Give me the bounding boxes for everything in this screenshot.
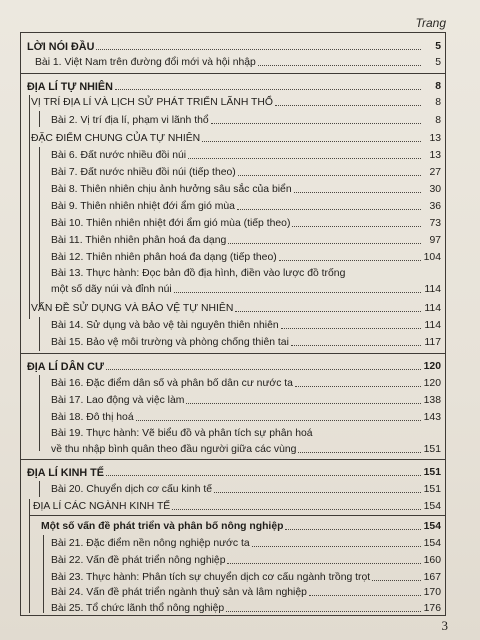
toc-entry-lesson-17[interactable]	[21, 391, 445, 407]
page-column-label: Trang	[415, 16, 446, 30]
toc-entry-title: Bài 13. Thực hành: Đọc bản đồ địa hình, điền vào lược đồ trống	[51, 268, 346, 279]
toc-part-economy[interactable]	[21, 463, 445, 479]
leader-dots	[226, 611, 421, 612]
leader-dots	[106, 369, 421, 370]
leader-dots	[258, 65, 421, 66]
toc-entry-title: Một số vấn đề phát triển và phân bố nông nghiệp	[41, 521, 284, 532]
table-of-contents	[20, 32, 446, 616]
toc-entry-page: 138	[423, 395, 441, 406]
leader-dots	[227, 563, 421, 564]
leader-dots	[291, 345, 421, 346]
toc-entry-title: Bài 8. Thiên nhiên chịu ảnh hưởng sâu sắc của biển	[51, 184, 292, 195]
leader-dots	[172, 509, 421, 510]
toc-entry-page: 13	[429, 133, 441, 144]
toc-entry-preface[interactable]	[21, 37, 445, 53]
leader-dots	[294, 192, 421, 193]
leader-dots	[235, 311, 421, 312]
toc-entry-title: Bài 19. Thực hành: Vẽ biểu đồ và phân tích sự phân hoá	[51, 428, 313, 439]
toc-entry-title: Bài 15. Bảo vệ môi trường và phòng chống thiên tai	[51, 337, 289, 348]
toc-topic-agriculture[interactable]	[21, 517, 445, 533]
toc-entry-page: 73	[429, 218, 441, 229]
toc-entry-lesson-13[interactable]	[21, 264, 445, 280]
section-divider	[21, 459, 445, 460]
toc-chapter-industries[interactable]	[21, 497, 445, 513]
subsection-divider	[29, 515, 445, 516]
leader-dots	[285, 529, 421, 530]
toc-entry-title: ĐỊA LÍ TỰ NHIÊN	[27, 81, 113, 93]
toc-entry-page: 30	[429, 184, 441, 195]
toc-entry-title: Bài 10. Thiên nhiên nhiệt đới ẩm gió mùa (tiếp theo)	[51, 218, 291, 229]
toc-entry-title: Bài 20. Chuyển dịch cơ cấu kinh tế	[51, 484, 213, 495]
leader-dots	[275, 105, 421, 106]
toc-chapter-location[interactable]	[21, 93, 445, 109]
leader-dots	[106, 475, 421, 476]
toc-entry-lesson-6[interactable]	[21, 146, 445, 162]
toc-entry-title: Bài 11. Thiên nhiên phân hoá đa dạng	[51, 235, 227, 246]
toc-entry-page: 13	[429, 150, 441, 161]
leader-dots	[228, 243, 421, 244]
leader-dots	[96, 49, 421, 50]
toc-entry-title: Bài 1. Việt Nam trên đường đổi mới và hội nhập	[35, 57, 256, 68]
toc-entry-title: về thu nhập bình quân theo đầu người giữa các vùng	[51, 444, 297, 455]
toc-entry-title: ĐỊA LÍ CÁC NGÀNH KINH TẾ	[33, 501, 171, 512]
toc-entry-page: 170	[423, 587, 441, 598]
toc-part-physical-geography[interactable]	[21, 77, 445, 93]
toc-entry-title: Bài 21. Đặc điểm nền nông nghiệp nước ta	[51, 538, 250, 549]
toc-entry-page: 167	[423, 572, 441, 583]
toc-entry-lesson-20[interactable]	[21, 480, 445, 496]
toc-entry-page: 27	[429, 167, 441, 178]
toc-entry-title: ĐỊA LÍ DÂN CƯ	[27, 361, 104, 373]
toc-entry-page: 5	[435, 41, 441, 52]
toc-entry-lesson-24[interactable]	[21, 583, 445, 599]
leader-dots	[174, 292, 421, 293]
toc-entry-lesson-15[interactable]	[21, 333, 445, 349]
leader-dots	[188, 158, 421, 159]
toc-entry-page: 8	[435, 97, 441, 108]
toc-entry-title: Bài 14. Sử dụng và bảo vệ tài nguyên thiên nhiên	[51, 320, 279, 331]
toc-entry-title: Bài 7. Đất nước nhiều đồi núi (tiếp theo)	[51, 167, 236, 178]
leader-dots	[309, 595, 421, 596]
leader-dots	[214, 492, 421, 493]
toc-entry-lesson-9[interactable]	[21, 197, 445, 213]
page-number: 3	[441, 618, 448, 633]
toc-entry-title: ĐẶC ĐIỂM CHUNG CỦA TỰ NHIÊN	[31, 133, 201, 144]
leader-dots	[202, 141, 421, 142]
toc-entry-page: 97	[429, 235, 441, 246]
toc-entry-lesson-12[interactable]	[21, 248, 445, 264]
toc-entry-title: Bài 17. Lao động và việc làm	[51, 395, 185, 406]
toc-chapter-protection[interactable]	[21, 299, 445, 315]
toc-entry-page: 120	[423, 361, 441, 372]
toc-entry-title: Bài 23. Thực hành: Phân tích sự chuyển dịch cơ cấu ngành trồng trọt	[51, 572, 371, 583]
toc-entry-title: Bài 6. Đất nước nhiều đồi núi	[51, 150, 187, 161]
section-divider	[21, 353, 445, 354]
leader-dots	[115, 89, 421, 90]
leader-dots	[211, 123, 421, 124]
toc-entry-lesson-19-cont[interactable]	[21, 440, 445, 456]
toc-entry-lesson-13-cont[interactable]	[21, 280, 445, 296]
toc-entry-title: Bài 16. Đặc điểm dân số và phân bố dân cư nước ta	[51, 378, 293, 389]
toc-entry-page: 114	[424, 303, 441, 314]
toc-entry-title: Bài 24. Vấn đề phát triển ngành thuỷ sản và lâm nghiệp	[51, 587, 307, 598]
toc-entry-title: VỊ TRÍ ĐỊA LÍ VÀ LỊCH SỬ PHÁT TRIỂN LÃNH THỔ	[31, 97, 273, 108]
toc-entry-lesson-18[interactable]	[21, 408, 445, 424]
toc-entry-page: 104	[423, 252, 441, 263]
toc-entry-page: 143	[423, 412, 441, 423]
leader-dots	[298, 452, 421, 453]
toc-entry-page: 154	[423, 501, 441, 512]
leader-dots	[186, 403, 421, 404]
toc-chapter-natural-features[interactable]	[21, 129, 445, 145]
leader-dots	[237, 209, 421, 210]
toc-entry-lesson-19[interactable]	[21, 424, 445, 440]
toc-entry-page: 8	[435, 115, 441, 126]
toc-entry-page: 8	[435, 81, 441, 92]
toc-entry-lesson-1[interactable]	[21, 53, 445, 69]
toc-entry-page: 120	[423, 378, 441, 389]
toc-entry-lesson-21[interactable]	[21, 534, 445, 550]
toc-entry-page: 36	[429, 201, 441, 212]
leader-dots	[292, 226, 421, 227]
toc-entry-page: 5	[435, 57, 441, 68]
toc-entry-title: VẤN ĐỀ SỬ DỤNG VÀ BẢO VỆ TỰ NHIÊN	[31, 303, 234, 314]
toc-entry-lesson-22[interactable]	[21, 551, 445, 567]
leader-dots	[372, 580, 421, 581]
toc-entry-page: 114	[424, 320, 441, 331]
toc-entry-title: một số dãy núi và đỉnh núi	[51, 284, 172, 295]
toc-entry-lesson-10[interactable]	[21, 214, 445, 230]
toc-entry-page: 114	[424, 284, 441, 295]
leader-dots	[295, 386, 421, 387]
toc-entry-lesson-7[interactable]	[21, 163, 445, 179]
toc-entry-title: LỜI NÓI ĐẦU	[27, 41, 95, 53]
toc-entry-lesson-2[interactable]	[21, 111, 445, 127]
toc-entry-page: 176	[423, 603, 441, 614]
toc-entry-title: Bài 25. Tổ chức lãnh thổ nông nghiệp	[51, 603, 225, 614]
toc-entry-lesson-25[interactable]	[21, 599, 445, 615]
toc-entry-title: Bài 18. Đô thị hoá	[51, 412, 134, 423]
toc-entry-title: ĐỊA LÍ KINH TẾ	[27, 467, 104, 479]
toc-entry-page: 117	[424, 337, 441, 348]
leader-dots	[136, 420, 421, 421]
toc-entry-lesson-16[interactable]	[21, 374, 445, 390]
toc-entry-title: Bài 9. Thiên nhiên nhiệt đới ẩm gió mùa	[51, 201, 235, 212]
toc-entry-lesson-11[interactable]	[21, 231, 445, 247]
toc-entry-page: 154	[423, 538, 441, 549]
toc-entry-lesson-14[interactable]	[21, 316, 445, 332]
toc-entry-title: Bài 2. Vị trí địa lí, phạm vi lãnh thổ	[51, 115, 209, 126]
toc-part-population[interactable]	[21, 357, 445, 373]
toc-entry-page: 151	[423, 444, 441, 455]
leader-dots	[281, 328, 421, 329]
toc-entry-page: 154	[423, 521, 441, 532]
toc-entry-page: 151	[423, 467, 441, 478]
toc-entry-lesson-23[interactable]	[21, 568, 445, 584]
section-divider	[21, 73, 445, 74]
toc-entry-page: 160	[423, 555, 441, 566]
toc-entry-title: Bài 12. Thiên nhiên phân hoá đa dạng (tiếp theo)	[51, 252, 277, 263]
leader-dots	[238, 175, 421, 176]
toc-entry-title: Bài 22. Vấn đề phát triển nông nghiệp	[51, 555, 226, 566]
toc-entry-page: 151	[423, 484, 441, 495]
toc-entry-lesson-8[interactable]	[21, 180, 445, 196]
leader-dots	[279, 260, 421, 261]
leader-dots	[252, 546, 421, 547]
